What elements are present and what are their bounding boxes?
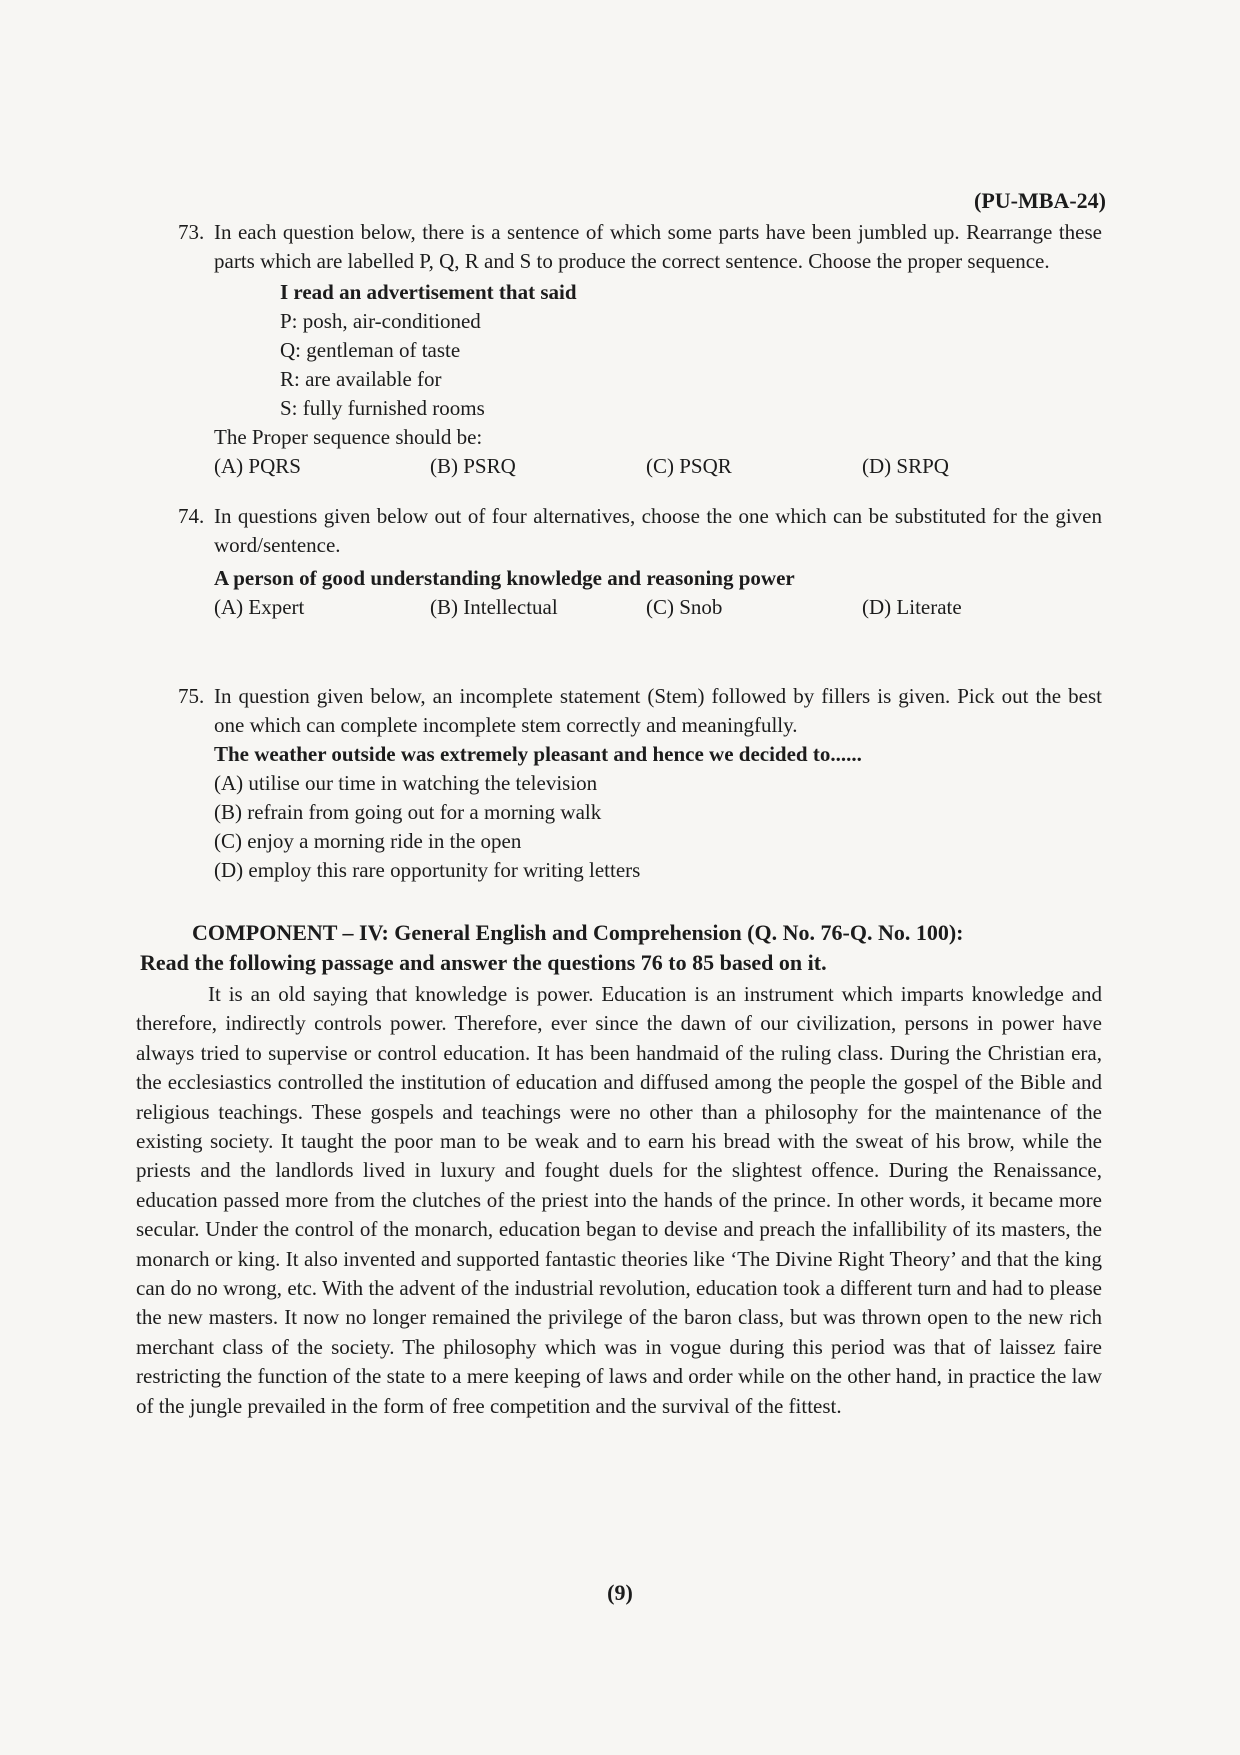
- question-number: 74.: [178, 504, 205, 528]
- page-number: (9): [607, 1580, 633, 1605]
- option-b: (B) Intellectual: [430, 595, 558, 619]
- options-row: [214, 593, 1102, 622]
- component-title: COMPONENT – IV: General English and Comprehension (Q. No. 76-Q. No. 100):: [192, 920, 964, 945]
- question-number: 73.: [178, 220, 205, 244]
- option-c: (C) enjoy a morning ride in the open: [214, 829, 522, 853]
- option-c: (C) Snob: [646, 595, 723, 619]
- options-row: [214, 452, 1102, 481]
- question-75: [180, 682, 1102, 885]
- question-lead: The weather outside was extremely pleasant and hence we decided to......: [214, 742, 862, 766]
- option-b: (B) refrain from going out for a morning walk: [214, 800, 602, 824]
- question-lead: A person of good understanding knowledge and reasoning power: [214, 566, 795, 590]
- question-prompt: The Proper sequence should be:: [214, 425, 483, 449]
- component-heading: [140, 918, 1100, 978]
- jumbled-part-r: R: are available for: [280, 367, 442, 391]
- option-a: (A) PQRS: [214, 454, 301, 478]
- question-73: [180, 218, 1102, 481]
- comprehension-passage: It is an old saying that knowledge is power. Education is an instrument which imparts knowledge and therefore, indirectly controls power. Therefore, ever since the dawn of our civilization, persons in power have always tried to supervise or control education. It has been handmaid of the ruling class. During the Christian era, the ecclesiastics controlled the institution of education and diffused among the people the gospel of the Bible and religious teachings. These gospels and teachings were no other than a philosophy for the maintenance of the existing society. It taught the poor man to be weak and to earn his bread with the sweat of his brow, while the priests and the landlords lived in luxury and fought duels for the slightest offence. During the Renaissance, education passed more from the clutches of the priest into the hands of the prince. In other words, it became more secular. Under the control of the monarch, education began to devise and preach the infallibility of its masters, the monarch or king. It also invented and supported fantastic theories like ‘The Divine Right Theory’ and that the king can do no wrong, etc. With the advent of the industrial revolution, education took a different turn and had to please the new masters. It now no longer remained the privilege of the baron class, but was thrown open to the new rich merchant class of the society. The philosophy which was in vogue during this period was that of laissez faire restricting the function of the state to a mere keeping of laws and order while on the other hand, in practice the law of the jungle prevailed in the form of free competition and the survival of the fittest.: [136, 982, 1102, 1418]
- question-stem: In each question below, there is a sentence of which some parts have been jumbled up. Rearrange these parts which are labelled P, Q, R and S to produce the correct sentence. Choose the proper sequence.: [214, 220, 1102, 273]
- option-d: (D) employ this rare opportunity for writing letters: [214, 858, 641, 882]
- question-74: [180, 502, 1102, 622]
- question-stem: In questions given below out of four alternatives, choose the one which can be substituted for the given word/sentence.: [214, 504, 1102, 557]
- question-stem: In question given below, an incomplete statement (Stem) followed by fillers is given. Pick out the best one which can complete incomplete stem correctly and meaningfully.: [214, 684, 1102, 737]
- question-number: 75.: [178, 684, 205, 708]
- option-d: (D) Literate: [862, 595, 962, 619]
- option-d: (D) SRPQ: [862, 454, 949, 478]
- question-lead: I read an advertisement that said: [280, 280, 577, 304]
- jumbled-part-s: S: fully furnished rooms: [280, 396, 485, 420]
- document-code: (PU-MBA-24): [974, 188, 1106, 213]
- option-c: (C) PSQR: [646, 454, 732, 478]
- option-b: (B) PSRQ: [430, 454, 516, 478]
- jumbled-part-p: P: posh, air-conditioned: [280, 309, 481, 333]
- passage-instruction: Read the following passage and answer the questions 76 to 85 based on it.: [140, 950, 827, 975]
- option-a: (A) Expert: [214, 595, 305, 619]
- jumbled-part-q: Q: gentleman of taste: [280, 338, 461, 362]
- option-a: (A) utilise our time in watching the television: [214, 771, 598, 795]
